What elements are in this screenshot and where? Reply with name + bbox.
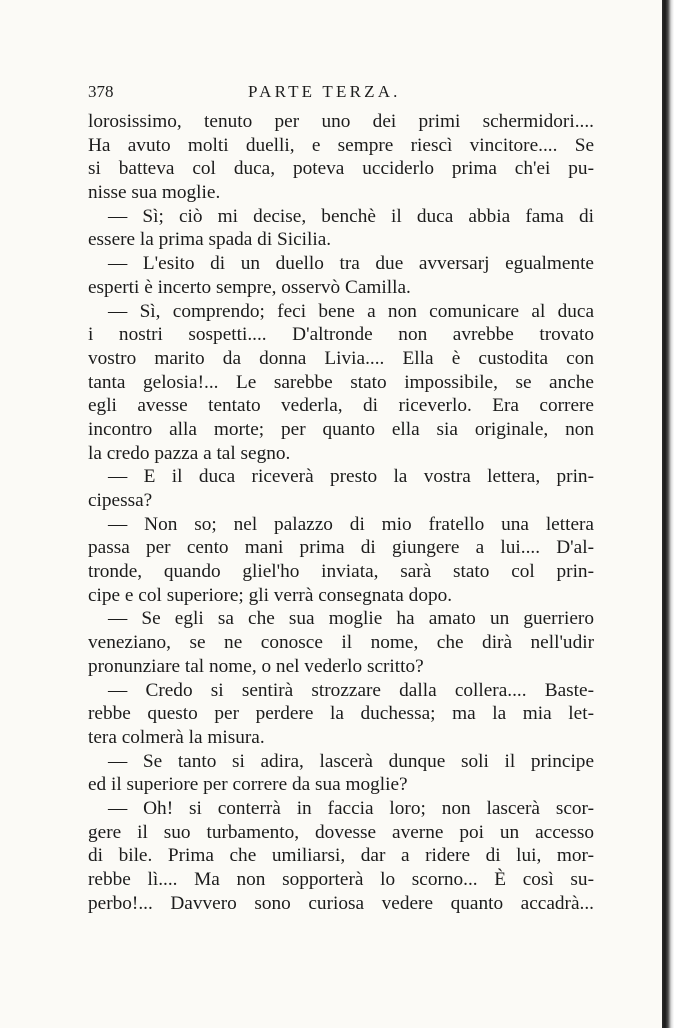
page-header [88,82,592,106]
text-line: pronunziare tal nome, o nel vederlo scritto? [88,655,424,677]
body-text [88,110,594,915]
text-line: cipessa? [88,490,153,511]
text-line: — Oh! si conterrà in faccia loro; non lascerà scor- [108,797,594,819]
text-line: — Sì, comprendo; feci bene a non comunicare al duca [108,300,594,322]
text-line: nisse sua moglie. [88,182,221,204]
text-line: — Non so; nel palazzo di mio fratello una lettera [108,513,594,535]
text-line: perbo!... Davvero sono curiosa vedere quanto accadrà... [88,892,594,914]
text-line: rebbe questo per perdere la duchessa; ma la mia let- [88,703,594,725]
text-line: — Se tanto si adira, lascerà dunque soli il principe [108,750,594,772]
text-line: tera colmerà la misura. [88,726,265,748]
text-line: essere la prima spada di Sicilia. [88,229,332,251]
text-line: — E il duca riceverà presto la vostra lettera, prin- [108,466,594,488]
text-line: la credo pazza a tal segno. [88,442,291,464]
text-line: i nostri sospetti.... D'altronde non avrebbe trovato [88,324,594,346]
page-number: 378 [88,82,114,101]
text-line: — Sì; ciò mi decise, benchè il duca abbia fama di [108,205,594,227]
text-line: lorosissimo, tenuto per uno dei primi schermidori.... [88,111,594,132]
text-line: tronde, quando gliel'ho inviata, sarà stato col prin- [88,561,594,583]
text-line: gere il suo turbamento, dovesse averne poi un accesso [88,821,594,843]
text-line: passa per cento mani prima di giungere a lui.... D'al- [88,537,594,559]
text-line: di bile. Prima che umiliarsi, dar a ridere di lui, mor- [88,845,594,867]
text-line: ed il superiore per correre da sua moglie? [88,774,408,796]
text-line: cipe e col superiore; gli verrà consegnata dopo. [88,584,453,606]
text-line: — L'esito di un duello tra due avversarj egualmente [108,253,594,275]
running-head: PARTE TERZA. [248,82,401,101]
text-line: si batteva col duca, poteva ucciderlo prima ch'ei pu- [88,158,594,180]
text-line: veneziano, se ne conosce il nome, che dirà nell'udir [88,632,594,654]
text-line: esperti è incerto sempre, osservò Camilla. [88,276,411,298]
text-line: — Se egli sa che sua moglie ha amato un guerriero [108,608,594,630]
text-line: egli avesse tentato vederla, di riceverlo. Era correre [88,395,594,417]
text-line: rebbe lì.... Ma non sopporterà lo scorno... È così su- [88,869,594,890]
text-line: Ha avuto molti duelli, e sempre riescì vincitore.... Se [88,134,594,156]
text-line: incontro alla morte; per quanto ella sia originale, non [88,418,594,440]
text-line: tanta gelosia!... Le sarebbe stato impossibile, se anche [88,371,594,393]
text-line: vostro marito da donna Livia.... Ella è custodita con [88,347,594,369]
text-line: — Credo si sentirà strozzare dalla collera.... Baste- [108,679,594,701]
page-edge-shadow [662,0,674,1028]
